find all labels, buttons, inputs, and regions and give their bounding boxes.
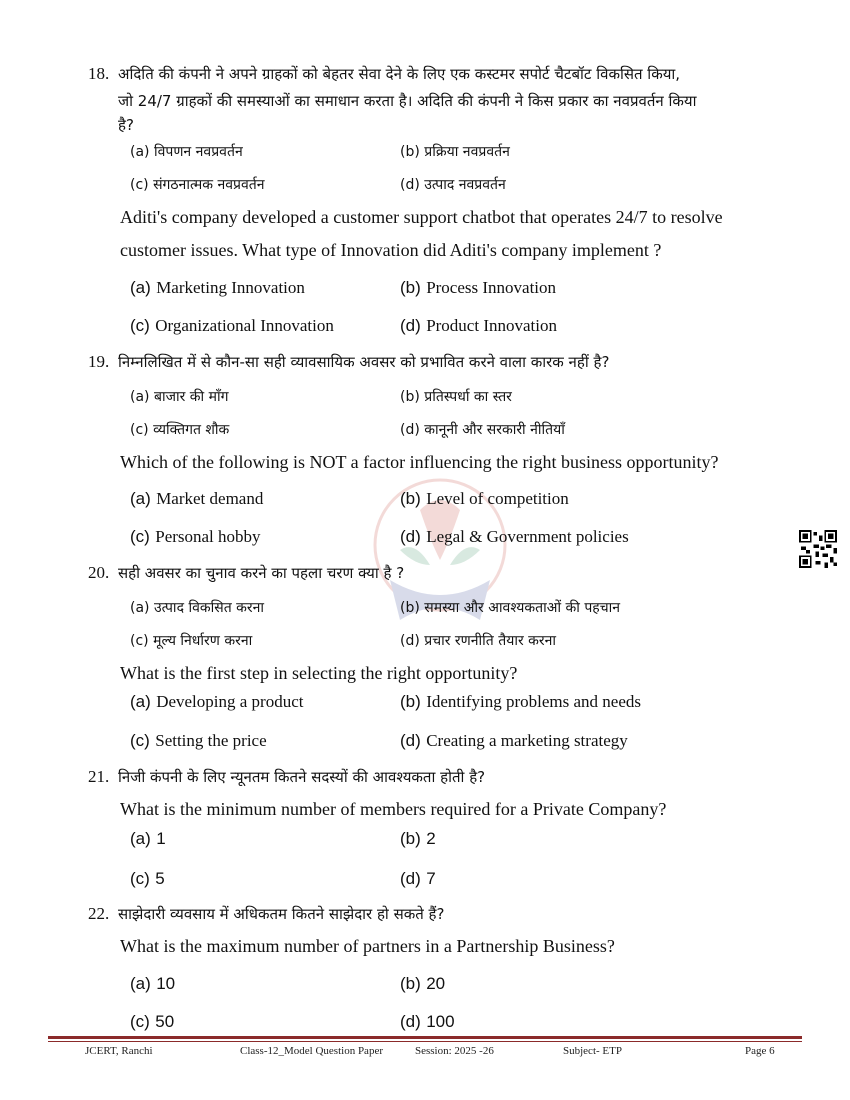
q19-option-b: (b) Level of competition — [400, 489, 569, 508]
q18-option-d: (d) Product Innovation — [400, 316, 557, 335]
question-22-hindi: 22. साझेदारी व्यवसाय में अधिकतम कितने साझेदार हो सकते हैं? — [88, 902, 793, 926]
q20-hindi-option-b: (b) समस्या और आवश्यकताओं की पहचान — [400, 600, 621, 616]
question-18-english-line2: customer issues. What type of Innovation did Aditi's company implement ? — [120, 240, 662, 260]
question-22-english: What is the maximum number of partners in a Partnership Business? — [120, 936, 615, 956]
q22-option-c: (c) 50 — [130, 1012, 175, 1031]
q19-hindi-option-d: (d) कानूनी और सरकारी नीतियाँ — [400, 422, 565, 438]
question-18-hindi-line2: जो 24/7 ग्राहकों की समस्याओं का समाधान करता है। अदिति की कंपनी ने किस प्रकार का नवप्रवर्तन किया — [118, 92, 697, 110]
q22-option-d: (d) 100 — [400, 1012, 455, 1031]
q20-option-c: (c) Setting the price — [130, 731, 267, 750]
q18-hindi-option-b: (b) प्रक्रिया नवप्रवर्तन — [400, 144, 510, 160]
q18-option-c: (c) Organizational Innovation — [130, 316, 334, 335]
question-20-english: What is the first step in selecting the right opportunity? — [120, 663, 518, 683]
question-number: 19. — [88, 352, 110, 371]
q20-option-a: (a) Developing a product — [130, 692, 304, 711]
question-19-hindi: 19. निम्नलिखित में से कौन-सा सही व्यावसायिक अवसर को प्रभावित करने वाला कारक नहीं है? — [88, 350, 793, 374]
question-18-english-line1: Aditi's company developed a customer support chatbot that operates 24/7 to resolve — [120, 207, 723, 227]
q19-option-d: (d) Legal & Government policies — [400, 527, 629, 546]
footer-session: Session: 2025 -26 — [415, 1045, 494, 1057]
question-number: 21. — [88, 767, 110, 786]
q20-option-b: (b) Identifying problems and needs — [400, 692, 641, 711]
q19-option-a: (a) Market demand — [130, 489, 264, 508]
q19-hindi-option-c: (c) व्यक्तिगत शौक — [130, 422, 230, 438]
footer-divider-thin — [48, 1041, 802, 1042]
footer-org: JCERT, Ranchi — [85, 1045, 153, 1057]
q19-hindi-option-b: (b) प्रतिस्पर्धा का स्तर — [400, 389, 512, 405]
question-20-hindi: 20. सही अवसर का चुनाव करने का पहला चरण क्या है ? — [88, 561, 793, 585]
question-21-hindi: 21. निजी कंपनी के लिए न्यूनतम कितने सदस्यों की आवश्यकता होती है? — [88, 765, 793, 789]
q18-hindi-option-a: (a) विपणन नवप्रवर्तन — [130, 144, 243, 160]
qr-code-icon — [799, 530, 837, 568]
q18-option-a: (a) Marketing Innovation — [130, 278, 305, 297]
q22-option-b: (b) 20 — [400, 974, 446, 993]
question-18-hindi-line3: है? — [118, 116, 134, 134]
q18-hindi-option-c: (c) संगठनात्मक नवप्रवर्तन — [130, 177, 265, 193]
q18-option-b: (b) Process Innovation — [400, 278, 557, 297]
question-19-english: Which of the following is NOT a factor influencing the right business opportunity? — [120, 452, 719, 472]
question-number: 18. — [88, 64, 110, 83]
question-number: 22. — [88, 904, 110, 923]
q20-hindi-option-c: (c) मूल्य निर्धारण करना — [130, 633, 253, 649]
q20-option-d: (d) Creating a marketing strategy — [400, 731, 628, 750]
q21-option-b: (b) 2 — [400, 829, 436, 848]
footer-divider — [48, 1036, 802, 1039]
question-number: 20. — [88, 563, 110, 582]
question-18-hindi: 18. अदिति की कंपनी ने अपने ग्राहकों को बेहतर सेवा देने के लिए एक कस्टमर सपोर्ट चैटबॉट विकसित किया, — [88, 62, 793, 86]
q18-hindi-option-d: (d) उत्पाद नवप्रवर्तन — [400, 177, 506, 193]
q21-option-a: (a) 1 — [130, 829, 166, 848]
question-21-english: What is the minimum number of members required for a Private Company? — [120, 799, 667, 819]
q19-option-c: (c) Personal hobby — [130, 527, 261, 546]
q20-hindi-option-d: (d) प्रचार रणनीति तैयार करना — [400, 633, 556, 649]
footer-subject: Subject- ETP — [563, 1045, 622, 1057]
q21-option-c: (c) 5 — [130, 869, 165, 888]
q20-hindi-option-a: (a) उत्पाद विकसित करना — [130, 600, 265, 616]
footer-paper: Class-12_Model Question Paper — [240, 1045, 383, 1057]
q21-option-d: (d) 7 — [400, 869, 436, 888]
q19-hindi-option-a: (a) बाजार की माँग — [130, 389, 229, 405]
footer-page-number: Page 6 — [745, 1045, 775, 1057]
q22-option-a: (a) 10 — [130, 974, 176, 993]
